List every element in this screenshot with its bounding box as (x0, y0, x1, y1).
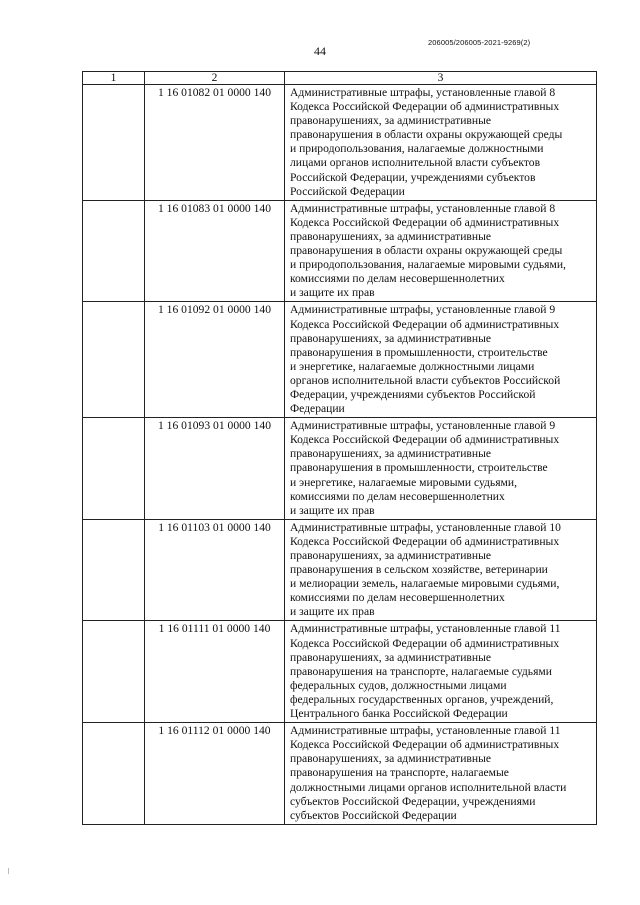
description-line: федеральных судов, должностными лицами (290, 678, 507, 692)
column-header: 2 (145, 72, 285, 85)
description-line: Кодекса Российской Федерации об административных (290, 534, 560, 548)
row-col1-cell (83, 418, 145, 520)
description-line: и энергетике, налагаемые мировыми судьями, (290, 475, 517, 489)
budget-code-cell: 1 16 01112 01 0000 140 (145, 723, 285, 825)
description-line: Кодекса Российской Федерации об административных (290, 738, 560, 752)
table-row (83, 723, 597, 825)
description-line: субъектов Российской Федерации, учреждениями (290, 794, 536, 808)
description-cell (285, 519, 597, 621)
description-line: Кодекса Российской Федерации об административных (290, 636, 560, 650)
budget-code-cell: 1 16 01093 01 0000 140 (145, 418, 285, 520)
description-line: комиссиями по делам несовершеннолетних (290, 272, 505, 286)
description-cell (285, 200, 597, 302)
description-line: правонарушения в промышленности, строительстве (290, 345, 548, 359)
description-line: должностными лицами органов исполнительной власти (290, 780, 567, 794)
description-line: правонарушениях, за административные (290, 447, 492, 461)
column-header: 1 (83, 72, 145, 85)
description-cell (285, 723, 597, 825)
description-line: Федерации (290, 402, 345, 416)
description-line: правонарушениях, за административные (290, 229, 492, 243)
description-line: и природопользования, налагаемые должностными (290, 142, 544, 156)
budget-code-cell: 1 16 01082 01 0000 140 (145, 85, 285, 201)
description-line: Кодекса Российской Федерации об административных (290, 433, 560, 447)
description-line: Центрального банка Российской Федерации (290, 707, 508, 721)
budget-code-cell: 1 16 01092 01 0000 140 (145, 302, 285, 418)
description-line: Административные штрафы, установленные главой 8 (290, 201, 556, 215)
row-col1-cell (83, 85, 145, 201)
description-line: правонарушениях, за административные (290, 114, 492, 128)
description-line: Административные штрафы, установленные главой 8 (290, 86, 556, 99)
budget-code-cell: 1 16 01103 01 0000 140 (145, 519, 285, 621)
row-col1-cell (83, 621, 145, 723)
description-line: Российской Федерации (290, 184, 405, 198)
description-line: и защите их прав (290, 503, 375, 517)
description-line: правонарушения на транспорте, налагаемые (290, 766, 509, 780)
description-line: и защите их прав (290, 605, 375, 619)
document-code: 206005/206005-2021-9269(2) (428, 38, 531, 47)
description-line: правонарушениях, за административные (290, 650, 492, 664)
description-cell (285, 85, 597, 201)
description-line: субъектов Российской Федерации (290, 808, 457, 822)
table-row (83, 302, 597, 418)
description-line: Административные штрафы, установленные главой 11 (290, 724, 561, 738)
row-col1-cell (83, 519, 145, 621)
description-line: Административные штрафы, установленные главой 11 (290, 622, 561, 636)
table-body (83, 85, 597, 825)
table-row (83, 418, 597, 520)
description-line: Кодекса Российской Федерации об административных (290, 317, 560, 331)
description-line: лицами органов исполнительной власти субъектов (290, 156, 541, 170)
description-line: правонарушениях, за административные (290, 752, 492, 766)
page-number: 44 (314, 44, 326, 58)
description-line: комиссиями по делам несовершеннолетних (290, 489, 505, 503)
table-header-row (83, 72, 597, 85)
table-row (83, 621, 597, 723)
row-col1-cell (83, 200, 145, 302)
description-line: Российской Федерации, учреждениями субъектов (290, 170, 536, 184)
description-line: правонарушения в сельском хозяйстве, ветеринарии (290, 563, 548, 577)
description-line: Административные штрафы, установленные главой 9 (290, 303, 556, 317)
description-cell (285, 418, 597, 520)
table-row (83, 519, 597, 621)
description-line: органов исполнительной власти субъектов Российской (290, 373, 561, 387)
description-line: правонарушения в промышленности, строительстве (290, 461, 548, 475)
description-line: и природопользования, налагаемые мировыми судьями, (290, 258, 566, 272)
description-line: правонарушения на транспорте, налагаемые судьями (290, 664, 552, 678)
scan-mark (8, 868, 9, 874)
description-cell (285, 621, 597, 723)
description-line: Федерации, учреждениями субъектов Российской (290, 387, 536, 401)
description-line: и энергетике, налагаемые должностными лицами (290, 359, 535, 373)
column-header: 3 (285, 72, 597, 85)
description-line: правонарушения в области охраны окружающей среды (290, 128, 563, 142)
description-line: и мелиорации земель, налагаемые мировыми судьями, (290, 577, 560, 591)
description-line: правонарушения в области охраны окружающей среды (290, 244, 563, 258)
description-line: и защите их прав (290, 286, 375, 300)
budget-code-cell: 1 16 01083 01 0000 140 (145, 200, 285, 302)
description-cell (285, 302, 597, 418)
description-line: Кодекса Российской Федерации об административных (290, 215, 560, 229)
description-line: правонарушениях, за административные (290, 549, 492, 562)
description-line: комиссиями по делам несовершеннолетних (290, 591, 505, 605)
description-line: Кодекса Российской Федерации об административных (290, 100, 560, 114)
row-col1-cell (83, 302, 145, 418)
description-line: Административные штрафы, установленные главой 9 (290, 419, 556, 433)
description-line: правонарушениях, за административные (290, 331, 492, 345)
row-col1-cell (83, 723, 145, 825)
description-line: федеральных государственных органов, учреждений, (290, 692, 554, 706)
table-row (83, 85, 597, 201)
description-line: Административные штрафы, установленные главой 10 (290, 520, 561, 534)
budget-code-cell: 1 16 01111 01 0000 140 (145, 621, 285, 723)
table-row (83, 200, 597, 302)
budget-codes-table (82, 71, 597, 825)
